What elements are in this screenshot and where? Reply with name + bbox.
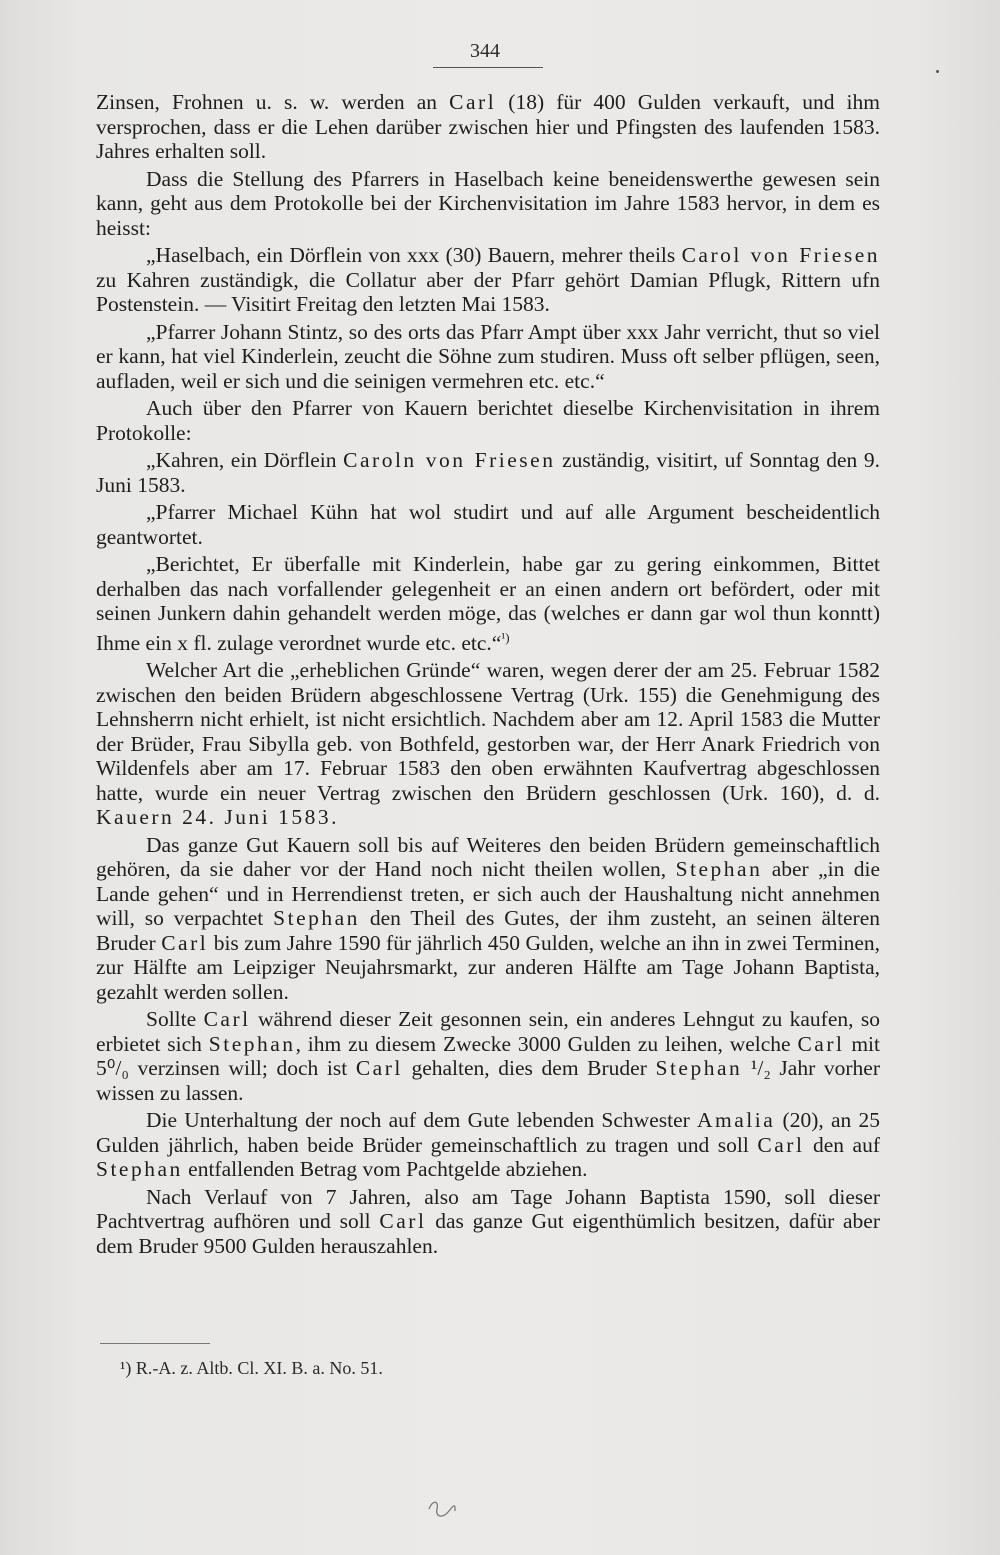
paragraph: [96, 552, 880, 655]
text-run: den auf: [804, 1132, 880, 1157]
spaced-name: Carl: [449, 90, 497, 114]
text-run: Sollte: [146, 1007, 204, 1032]
spaced-name: Carl: [161, 930, 209, 955]
text-run: ¹/₂ Jahr vorher wissen zu lassen.: [96, 1056, 880, 1105]
pencil-mark: [425, 1497, 459, 1521]
paragraph: [96, 320, 880, 394]
spaced-name: Caroln von Friesen: [343, 448, 556, 472]
text-run: , ihm zu diesem Zwecke 3000 Gulden zu leihen, welche: [295, 1031, 798, 1056]
text-run: das ganze Gut eigenthümlich besitzen, dafür aber dem Bruder 9500 Gulden herauszahlen.: [96, 1209, 880, 1258]
spaced-name: Amalia: [697, 1108, 776, 1133]
text-run: Zinsen, Frohnen u. s. w. werden an: [96, 90, 450, 114]
text-run: Das ganze Gut Kauern soll bis auf Weiteres den beiden Brüdern gemeinschaftlich gehören, da sie daher vor der Hand noch nicht theilen wollen,: [96, 832, 880, 882]
page-number-rule: [433, 67, 543, 68]
paragraph: [96, 90, 880, 164]
page-speck: [936, 70, 939, 73]
paragraph: [96, 833, 880, 1005]
spaced-name: Stephan: [273, 906, 360, 931]
spaced-name: Carl: [797, 1031, 845, 1056]
text-run: zu Kahren zuständigk, die Collatur aber der Pfarr gehört Damian Pflugk, Rittern ufn Postenstein. — Visitirt Freitag den letzten Mai 1583.: [96, 267, 880, 316]
text-run: „Kahren, ein Dörflein: [146, 448, 344, 472]
text-run: Dass die Stellung des Pfarrers in Haselbach keine beneidenswerthe gewesen sein kann, geht aus dem Protokolle bei der Kirchenvisitation im Jahre 1583 hervor, in dem es heisst:: [96, 166, 880, 240]
paragraph: [96, 167, 880, 241]
text-run: „Pfarrer Johann Stintz, so des orts das Pfarr Ampt über xxx Jahr verricht, thut so viel er kann, hat viel Kinderlein, zeucht die Söhne zum studiren. Muss oft selber pflügen, seen, aufladen, weil er sich und die seinigen vermehren etc. etc.“: [96, 319, 880, 393]
text-run: „Pfarrer Michael Kühn hat wol studirt und auf alle Argument bescheidentlich geantwortet.: [96, 500, 880, 549]
spaced-name: Kauern 24. Juni 1583.: [96, 805, 339, 830]
text-run: „Haselbach, ein Dörflein von xxx (30) Bauern, mehrer theils: [146, 243, 682, 267]
text-run: gehalten, dies dem Bruder: [402, 1056, 656, 1081]
text-run: aber „in die Lande gehen“ und in Herrendienst treten, er sich auch der Haushaltung nicht annehmen will, so verpachtet: [96, 857, 881, 931]
spaced-name: Carl: [757, 1132, 805, 1157]
footnote-rule: [100, 1343, 210, 1344]
paragraph: [96, 1007, 880, 1105]
paragraph: [96, 1185, 880, 1259]
text-run: mit 5⁰/₀ verzinsen will; doch ist: [96, 1031, 880, 1081]
text-run: bis zum Jahre 1590 für jährlich 450 Gulden, welche an ihn in zwei Terminen, zur Hälfte am Leipziger Neujahrsmarkt, zur anderen Hälfte am Tage Johann Baptista, gezahlt werden sollen.: [96, 930, 881, 1004]
paragraph: [96, 448, 880, 497]
footnote-reference: ¹): [501, 629, 510, 645]
spaced-name: Carl: [355, 1056, 403, 1081]
spaced-name: Carol von Friesen: [681, 243, 881, 267]
footnote-text: R.-A. z. Altb. Cl. XI. B. a. No. 51.: [131, 1358, 383, 1378]
spaced-name: Stephan: [675, 857, 763, 882]
paragraph: [96, 500, 880, 549]
page-number: 344: [470, 40, 500, 62]
text-run: (20), an 25 Gulden jährlich, haben beide Brüder gemeinschaftlich zu tragen und soll: [96, 1108, 880, 1157]
spaced-name: Stephan: [208, 1031, 296, 1056]
text-run: Die Unterhaltung der noch auf dem Gute lebenden Schwester: [146, 1108, 698, 1133]
spaced-name: Carl: [379, 1209, 427, 1234]
text-run: Nach Verlauf von 7 Jahren, also am Tage Johann Baptista 1590, soll dieser Pachtvertrag aufhören und soll: [96, 1184, 880, 1234]
text-run: zuständig, visitirt, uf Sonntag den 9. Juni 1583.: [96, 448, 881, 497]
paragraph: [96, 243, 880, 317]
text-run: (18) für 400 Gulden verkauft, und ihm versprochen, dass er die Lehen darüber zwischen hier und Pfingsten des laufenden 1583. Jahres erhalten soll.: [96, 90, 880, 163]
spaced-name: Stephan: [655, 1056, 743, 1081]
text-run: während dieser Zeit gesonnen sein, ein anderes Lehngut zu kaufen, so erbietet sich: [96, 1007, 881, 1056]
text-run: den Theil des Gutes, der ihm zusteht, an seinen älteren Bruder: [96, 906, 880, 955]
text-run: Welcher Art die „erheblichen Gründe“ waren, wegen derer der am 25. Februar 1582 zwischen den beiden Brüdern abgeschlossene Vertrag (Urk. 155) die Genehmigung des Lehnsherrn nicht erhielt, ist nicht ersichtlich. Nachdem aber am 12. April 1583 die Mutter der Brüder, Frau Sibylla geb. von Bothfeld, gestorben war, der Herr Anark Friedrich von Wildenfels aber am 17. Februar 1583 den oben erwähnten Kaufvertrag abgeschlossen hatte, wurde ein neuer Vertrag zwischen den Brüdern geschlossen (Urk. 160), d. d.: [96, 658, 880, 805]
text-run: „Berichtet, Er überfalle mit Kinderlein, habe gar zu gering einkommen, Bittet derhalben das nach vorfallender gelegenheit er an einen andern ort befördert, oder mit seinen Junkern dahin gehandelt werden möge, das (welches er dann gar wol thun konntt) Ihme ein x fl. zulage verordnet wurde etc. etc.“: [96, 552, 880, 655]
body-text: [96, 90, 880, 1258]
paragraph: [96, 396, 880, 445]
footnote: [120, 1358, 720, 1379]
spaced-name: Carl: [203, 1007, 251, 1032]
spaced-name: Stephan: [96, 1157, 183, 1182]
paragraph: [96, 1108, 880, 1182]
paragraph: [96, 658, 880, 830]
text-run: entfallenden Betrag vom Pachtgelde abziehen.: [182, 1157, 588, 1182]
footnote-marker: ¹): [120, 1358, 132, 1378]
text-run: Auch über den Pfarrer von Kauern berichtet dieselbe Kirchenvisitation in ihrem Protokolle:: [96, 396, 880, 445]
